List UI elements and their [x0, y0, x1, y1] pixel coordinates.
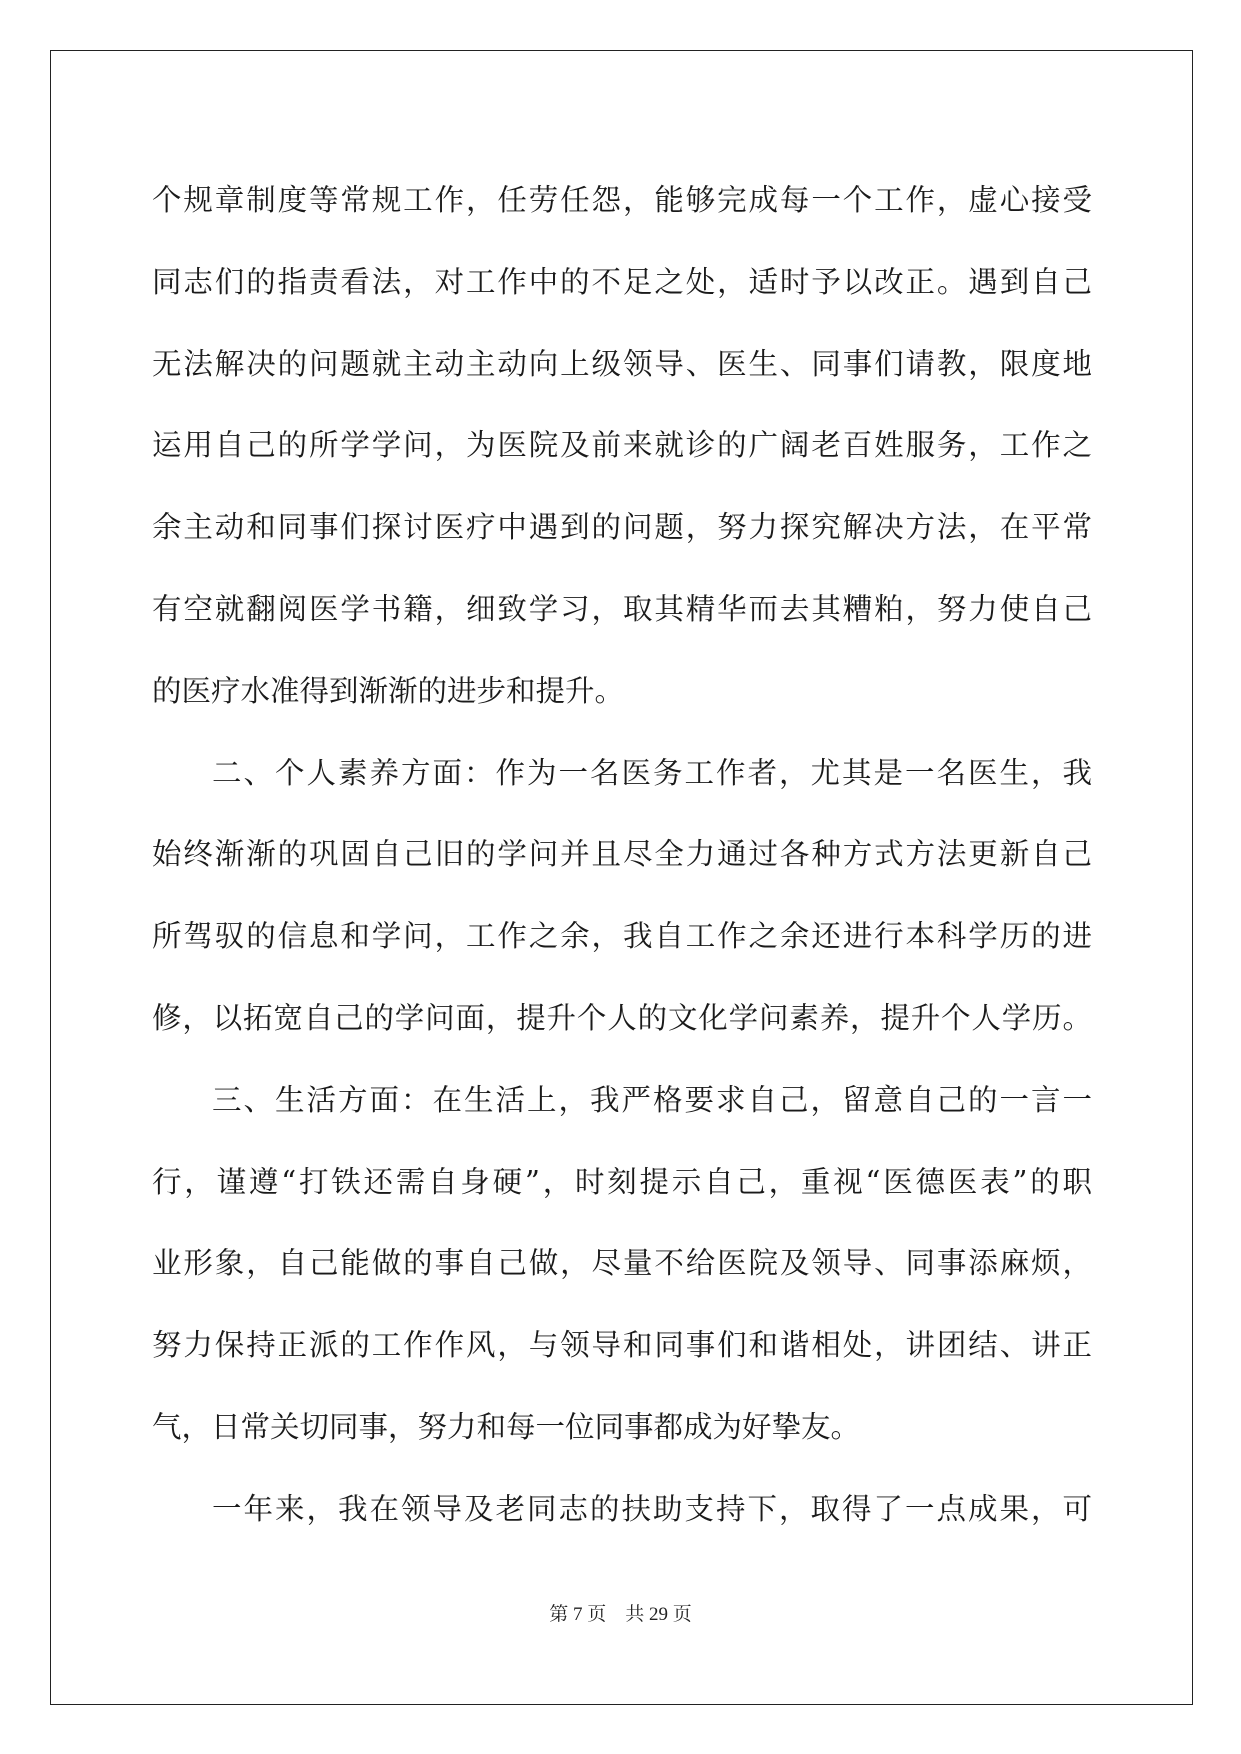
text-line: 气，日常关切同事，努力和每一位同事都成为好挚友。: [152, 1409, 861, 1444]
text-line: 无法解决的问题就主动主动向上级领导、医生、同事们请教，限度地: [152, 346, 1092, 381]
page-number: 第 7 页 共 29 页: [549, 1604, 692, 1625]
text-line: 所驾驭的信息和学问，工作之余，我自工作之余还进行本科学历的进: [152, 919, 1092, 954]
paragraph-start-line: 一年来，我在领导及老同志的扶助支持下，取得了一点成果，可: [212, 1491, 1092, 1526]
text-line: 修，以拓宽自己的学问面，提升个人的文化学问素养，提升个人学历。: [152, 1000, 1092, 1035]
text-line: 始终渐渐的巩固自己旧的学问并且尽全力通过各种方式方法更新自己: [152, 837, 1092, 872]
text-line: 努力保持正派的工作作风，与领导和同事们和谐相处，讲团结、讲正: [152, 1328, 1092, 1363]
text-line: 运用自己的所学学问，为医院及前来就诊的广阔老百姓服务，工作之: [152, 428, 1092, 463]
text-line: 有空就翻阅医学书籍，细致学习，取其精华而去其糟粕，努力使自己: [152, 591, 1092, 626]
text-line: 个规章制度等常规工作，任劳任怨，能够完成每一个工作，虚心接受: [152, 183, 1092, 217]
text-line: 行，谨遵“打铁还需自身硬”，时刻提示自己，重视“医德医表”的职: [152, 1164, 1092, 1199]
text-line: 的医疗水准得到渐渐的进步和提升。: [152, 673, 625, 708]
text-line: 余主动和同事们探讨医疗中遇到的问题，努力探究解决方法，在平常: [152, 510, 1092, 545]
document-body: [152, 160, 1092, 1551]
paragraph-start-line: 三、生活方面：在生活上，我严格要求自己，留意自己的一言一: [212, 1082, 1092, 1117]
text-line: 同志们的指责看法，对工作中的不足之处，适时予以改正。遇到自己: [152, 264, 1092, 299]
paragraph-start-line: 二、个人素养方面：作为一名医务工作者，尤其是一名医生，我: [212, 755, 1092, 790]
text-line: 业形象，自己能做的事自己做，尽量不给医院及领导、同事添麻烦，: [152, 1246, 1092, 1281]
